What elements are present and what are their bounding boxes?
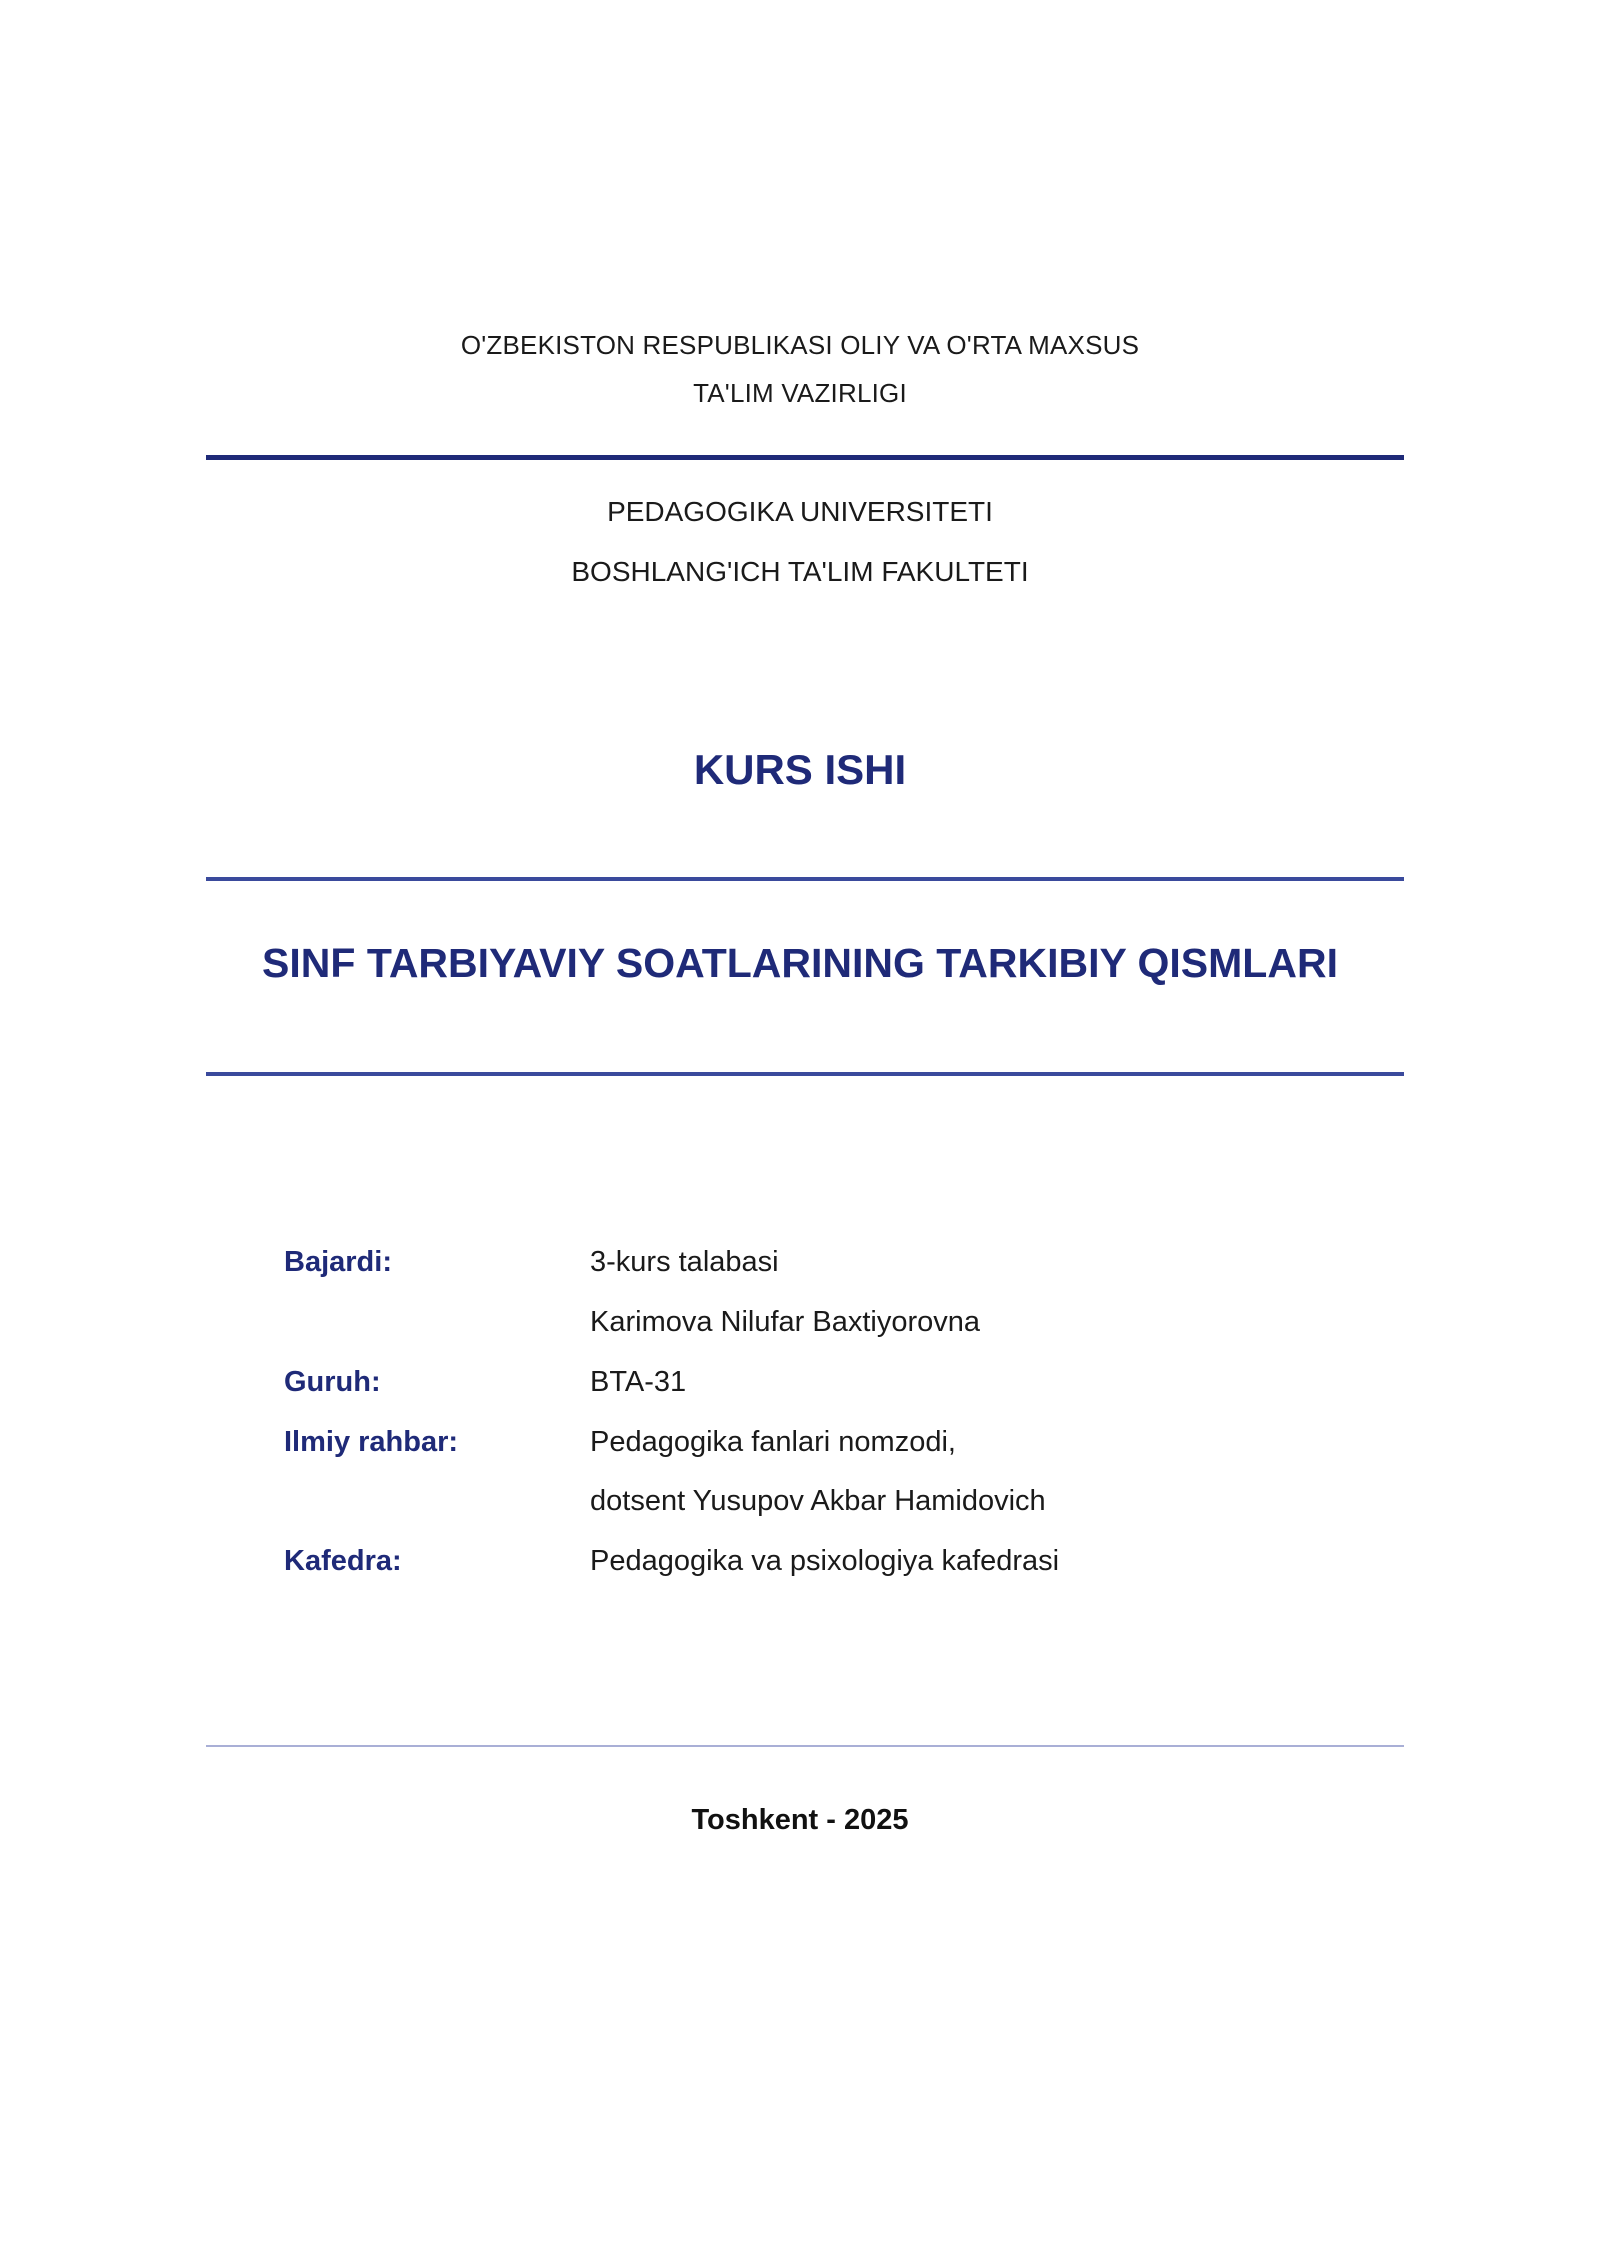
performed-label: Bajardi: bbox=[284, 1246, 392, 1278]
place-and-year: Toshkent - 2025 bbox=[691, 1804, 909, 1836]
advisor-value-2: dotsent Yusupov Akbar Hamidovich bbox=[590, 1485, 1046, 1517]
department-value: Pedagogika va psixologiya kafedrasi bbox=[590, 1545, 1060, 1577]
university-name: PEDAGOGIKA UNIVERSITETI bbox=[607, 496, 993, 527]
topic-divider-top bbox=[206, 877, 1404, 881]
document-type: KURS ISHI bbox=[693, 746, 907, 793]
ministry-line-1: O'ZBEKISTON RESPUBLIKASI OLIY VA O'RTA MAXSUS bbox=[460, 330, 1140, 360]
group-value: BTA-31 bbox=[590, 1366, 687, 1398]
department-label: Kafedra: bbox=[284, 1545, 402, 1577]
topic-divider-bottom bbox=[206, 1072, 1404, 1076]
performed-value-1: 3-kurs talabasi bbox=[590, 1246, 779, 1278]
advisor-value-1: Pedagogika fanlari nomzodi, bbox=[590, 1426, 956, 1458]
advisor-label: Ilmiy rahbar: bbox=[284, 1426, 459, 1458]
ministry-line-2: TA'LIM VAZIRLIGI bbox=[693, 378, 907, 408]
group-label: Guruh: bbox=[284, 1366, 381, 1398]
header-divider bbox=[206, 455, 1404, 460]
document-topic: SINF TARBIYAVIY SOATLARINING TARKIBIY QISMLARI bbox=[262, 940, 1338, 986]
footer-divider bbox=[206, 1745, 1404, 1747]
faculty-name: BOSHLANG'ICH TA'LIM FAKULTETI bbox=[571, 556, 1029, 587]
performed-value-2: Karimova Nilufar Baxtiyorovna bbox=[590, 1306, 981, 1338]
